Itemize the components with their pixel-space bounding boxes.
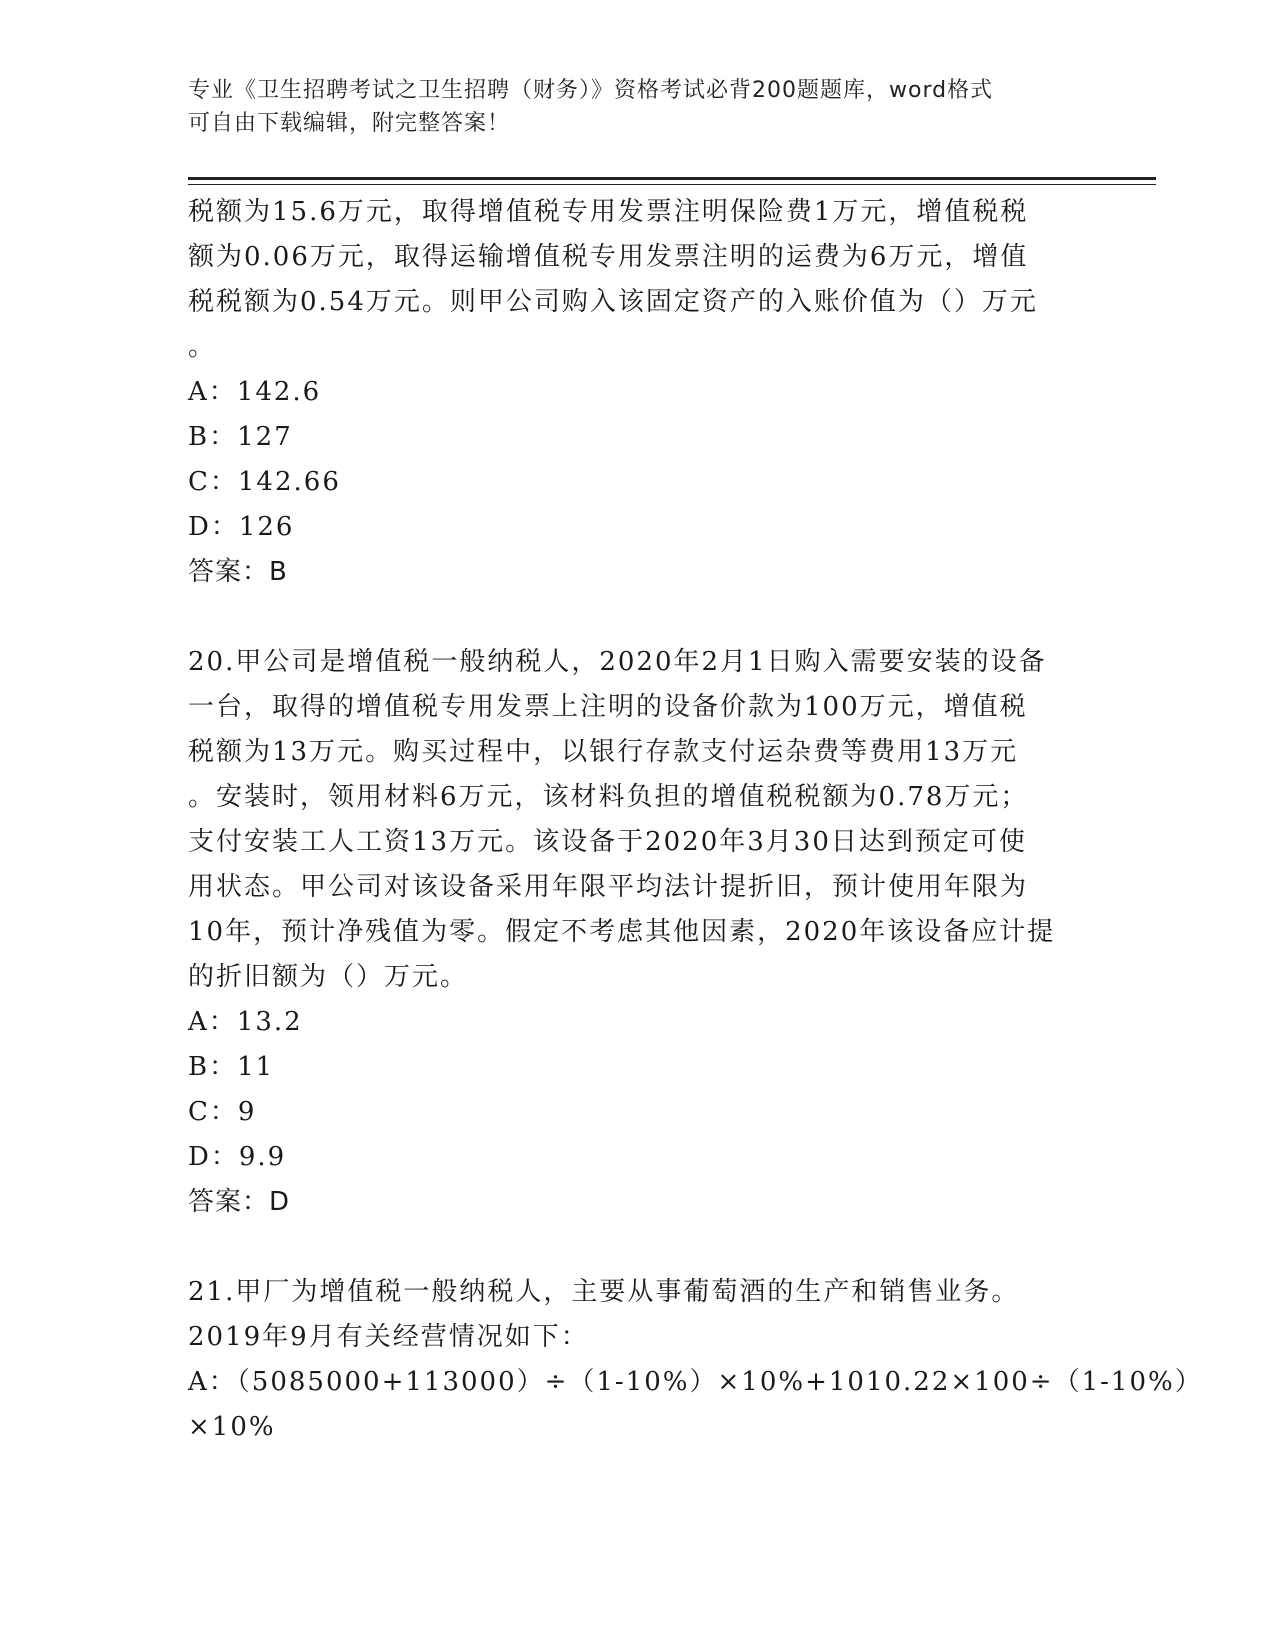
question-text-line: 2019年9月有关经营情况如下： <box>188 1322 589 1352</box>
document-body <box>188 190 1203 1450</box>
question-21 <box>188 1270 1203 1450</box>
header-rule-thin <box>188 184 1156 185</box>
option-a: A：（5085000+113000）÷（1-10%）×10%+1010.22×100÷（1-10%） <box>188 1367 1203 1397</box>
question-text-line: 。 <box>188 332 217 362</box>
question-text-line: 额为0.06万元，取得运输增值税专用发票注明的运费为6万元，增值 <box>188 242 1029 272</box>
question-text-line: 的折旧额为（）万元。 <box>188 962 469 992</box>
document-header <box>188 74 1088 140</box>
option-b: B：127 <box>188 422 293 452</box>
question-19 <box>188 190 1088 595</box>
question-text-line: 20.甲公司是增值税一般纳税人，2020年2月1日购入需要安装的设备 <box>188 647 1047 677</box>
question-spacer <box>188 595 1088 640</box>
option-a: A：13.2 <box>188 1007 303 1037</box>
question-text-line: 税额为13万元。购买过程中，以银行存款支付运杂费等费用13万元 <box>188 737 1019 767</box>
header-title-line-1: 专业《卫生招聘考试之卫生招聘（财务）》资格考试必背200题题库，word格式 <box>188 78 994 103</box>
answer-line: 答案：B <box>188 557 288 587</box>
question-text-line: 税额为15.6万元，取得增值税专用发票注明保险费1万元，增值税税 <box>188 197 1029 227</box>
question-text-line: 用状态。甲公司对该设备采用年限平均法计提折旧，预计使用年限为 <box>188 872 1029 902</box>
question-text-line: 10年，预计净残值为零。假定不考虑其他因素，2020年该设备应计提 <box>188 917 1056 947</box>
option-d: D：9.9 <box>188 1142 287 1172</box>
option-b: B：11 <box>188 1052 275 1082</box>
question-text-line: 21.甲厂为增值税一般纳税人，主要从事葡萄酒的生产和销售业务。 <box>188 1277 1020 1307</box>
question-text-line: 。安装时，领用材料6万元，该材料负担的增值税税额为0.78万元； <box>188 782 1029 812</box>
question-spacer <box>188 1225 1088 1270</box>
answer-line: 答案：D <box>188 1187 291 1217</box>
option-c: C：142.66 <box>188 467 341 497</box>
question-text-line: 税税额为0.54万元。则甲公司购入该固定资产的入账价值为（）万元 <box>188 287 1038 317</box>
option-a: A：142.6 <box>188 377 322 407</box>
option-a-continuation: ×10% <box>188 1412 276 1442</box>
question-20 <box>188 640 1088 1225</box>
option-d: D：126 <box>188 512 295 542</box>
header-rule-thick <box>188 177 1156 180</box>
option-c: C：9 <box>188 1097 257 1127</box>
question-text-line: 支付安装工人工资13万元。该设备于2020年3月30日达到预定可使 <box>188 827 1027 857</box>
header-title-line-2: 可自由下载编辑，附完整答案！ <box>188 111 511 136</box>
question-text-line: 一台，取得的增值税专用发票上注明的设备价款为100万元，增值税 <box>188 692 1028 722</box>
